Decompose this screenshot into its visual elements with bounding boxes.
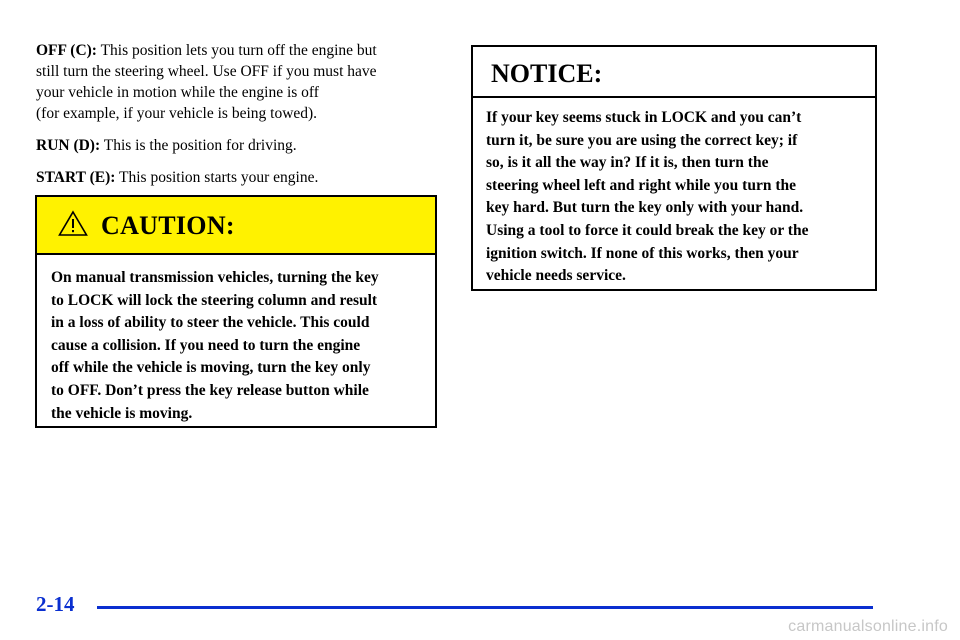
page-number: 2-14	[36, 592, 75, 616]
warning-triangle-icon	[58, 210, 88, 237]
caution-line: in a loss of ability to steer the vehicle. This could	[51, 314, 370, 332]
text-line: (for example, if your vehicle is being towed).	[36, 105, 318, 122]
watermark: carmanualsonline.info	[788, 618, 948, 635]
text-line: still turn the steering wheel. Use OFF if you must have	[36, 63, 377, 80]
notice-line: steering wheel left and right while you turn the	[486, 176, 796, 194]
text-line: This is the position for driving.	[103, 137, 297, 154]
caution-line: On manual transmission vehicles, turning the key	[51, 269, 379, 286]
notice-line: key hard. But turn the key only with your hand.	[486, 199, 804, 217]
term-start: START (E):	[36, 169, 116, 186]
caution-body	[37, 255, 435, 425]
caution-line: off while the vehicle is moving, turn the key only	[51, 359, 371, 377]
caution-header	[37, 197, 435, 255]
notice-line: If your key seems stuck in LOCK and you can’t	[486, 109, 802, 126]
notice-line: Using a tool to force it could break the key or the	[486, 221, 809, 239]
caution-line: cause a collision. If you need to turn the engine	[51, 336, 361, 354]
notice-line: vehicle needs service.	[486, 267, 626, 285]
notice-header	[473, 47, 875, 98]
notice-box	[471, 45, 877, 291]
text-line: This position starts your engine.	[119, 169, 319, 186]
notice-line: ignition switch. If none of this works, then your	[486, 244, 799, 262]
footer-rule	[97, 606, 873, 609]
paragraph-run	[36, 135, 440, 156]
caution-title: CAUTION:	[101, 211, 235, 240]
caution-box	[35, 195, 437, 428]
notice-title: NOTICE:	[491, 59, 603, 88]
caution-line: the vehicle is moving.	[51, 404, 193, 422]
text-line: your vehicle in motion while the engine is off	[36, 84, 319, 101]
paragraph-start	[36, 167, 440, 188]
notice-line: turn it, be sure you are using the correct key; if	[486, 131, 798, 149]
term-off: OFF (C):	[36, 42, 97, 59]
notice-line: so, is it all the way in? If it is, then turn the	[486, 154, 769, 172]
text-line: This position lets you turn off the engine but	[100, 42, 377, 59]
term-run: RUN (D):	[36, 137, 101, 154]
left-column	[36, 40, 440, 199]
caution-line: to LOCK will lock the steering column and result	[51, 291, 378, 309]
notice-body	[473, 98, 875, 288]
paragraph-off	[36, 40, 440, 124]
caution-line: to OFF. Don’t press the key release button while	[51, 381, 369, 399]
